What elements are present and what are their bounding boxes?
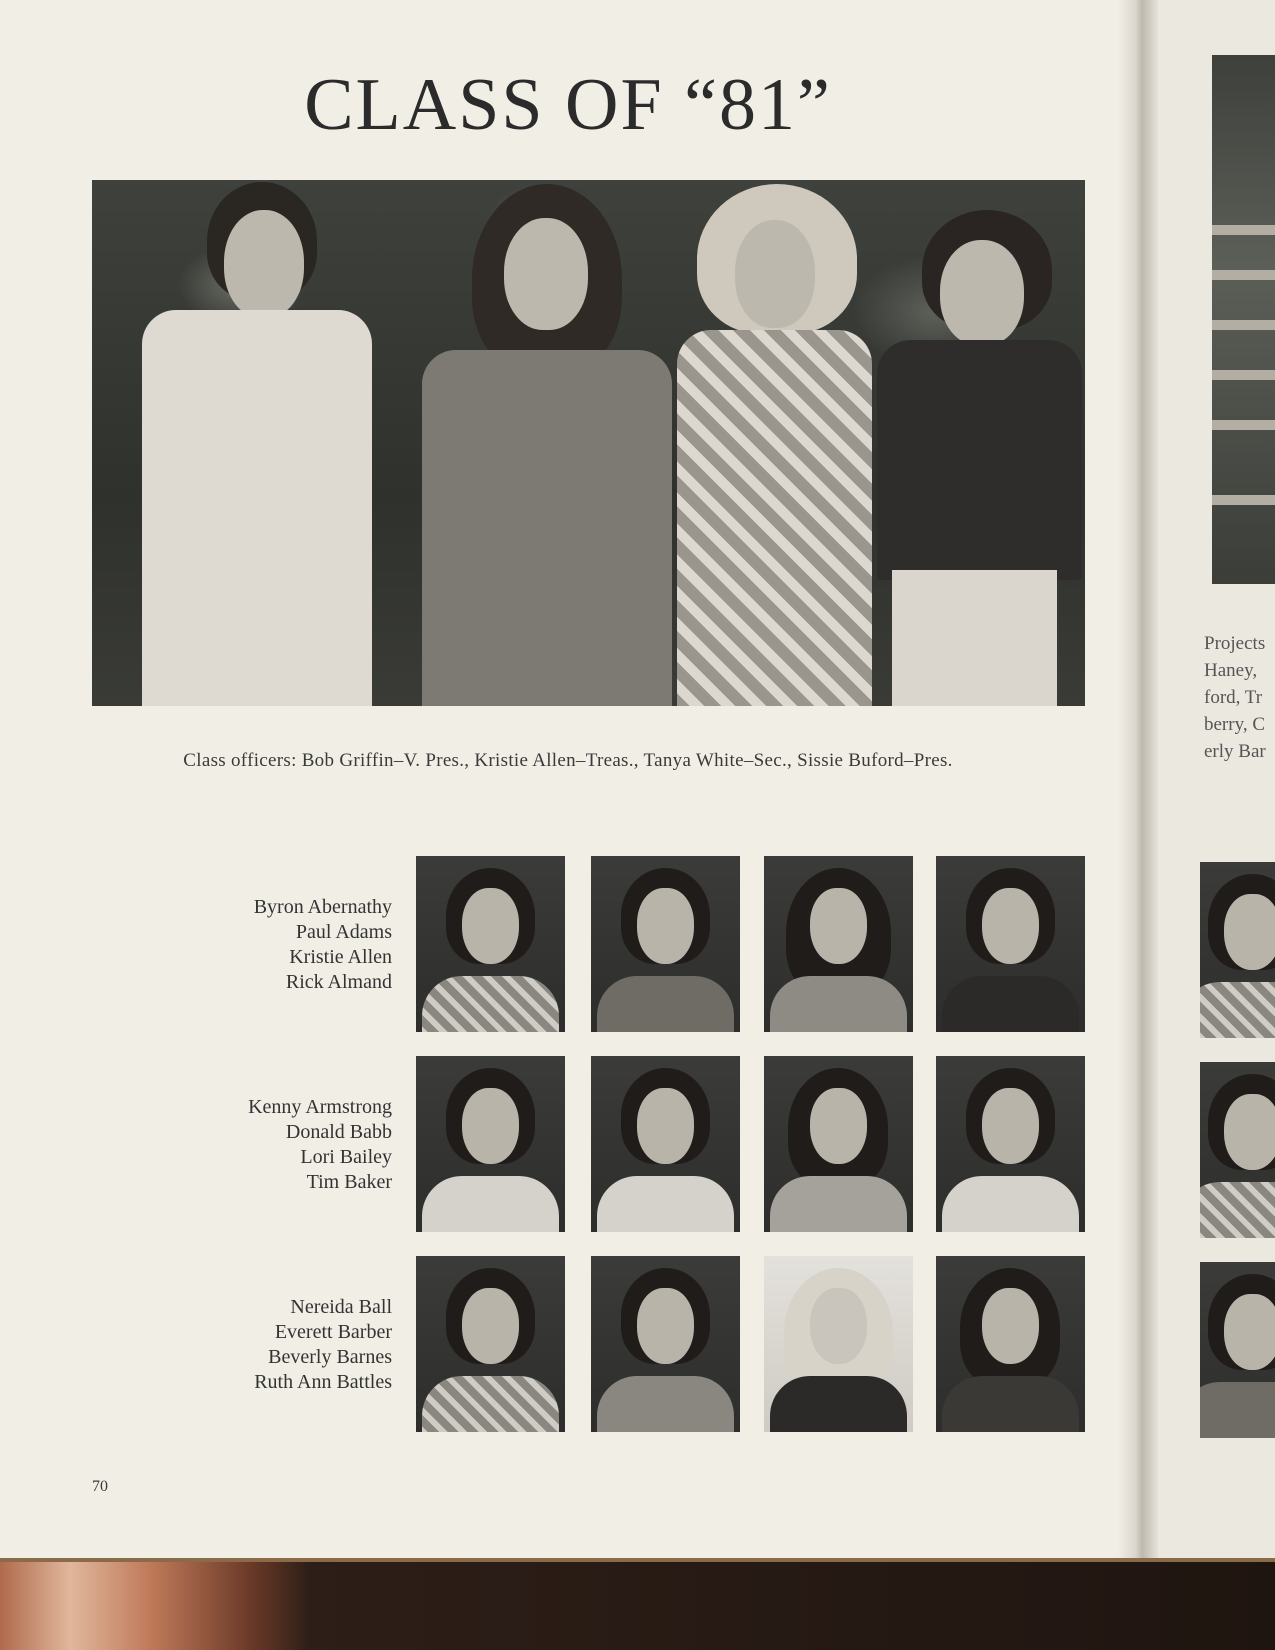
student-name: Paul Adams [295, 921, 392, 943]
student-name: Tim Baker [306, 1171, 392, 1193]
student-portrait [764, 856, 913, 1032]
student-name: Ruth Ann Battles [254, 1371, 392, 1393]
caption-fragment: Projects [1204, 633, 1266, 654]
student-portrait [764, 1056, 913, 1232]
officer-figure [872, 200, 1085, 706]
officer-figure [677, 180, 877, 706]
right-page-portrait [1200, 1062, 1275, 1238]
right-page-caption [1204, 630, 1275, 765]
student-portrait [416, 1056, 565, 1232]
class-officers-photo [92, 180, 1085, 706]
student-portrait [936, 1256, 1085, 1432]
student-name: Everett Barber [274, 1321, 392, 1343]
student-portrait [936, 856, 1085, 1032]
name-list [150, 895, 392, 995]
page-title: CLASS OF “81” [304, 64, 832, 146]
page-number: 70 [92, 1478, 108, 1495]
student-portrait [591, 856, 740, 1032]
right-page-photo [1212, 55, 1275, 584]
student-portrait [416, 1256, 565, 1432]
student-portrait [591, 1256, 740, 1432]
student-name: Kristie Allen [289, 946, 392, 968]
name-list [150, 1295, 392, 1395]
student-name: Byron Abernathy [253, 896, 392, 918]
background-surface [0, 1562, 1275, 1650]
student-name: Kenny Armstrong [248, 1096, 392, 1118]
student-portrait [764, 1256, 913, 1432]
right-page-portrait [1200, 862, 1275, 1038]
student-name: Lori Bailey [300, 1146, 392, 1168]
caption-fragment: Haney, [1204, 660, 1258, 681]
caption-fragment: berry, C [1204, 714, 1266, 735]
student-name: Rick Almand [285, 971, 392, 993]
photo-caption: Class officers: Bob Griffin–V. Pres., Kristie Allen–Treas., Tanya White–Sec., Sissie Buford–Pres. [183, 750, 953, 771]
student-portrait [591, 1056, 740, 1232]
officer-figure [412, 180, 682, 706]
right-page-portrait [1200, 1262, 1275, 1438]
caption-fragment: ford, Tr [1204, 687, 1263, 708]
officer-figure [132, 180, 382, 706]
student-name: Beverly Barnes [268, 1346, 392, 1368]
student-name: Donald Babb [285, 1121, 392, 1143]
name-list [150, 1095, 392, 1195]
student-portrait [936, 1056, 1085, 1232]
student-portrait [416, 856, 565, 1032]
caption-fragment: erly Bar [1204, 741, 1266, 762]
student-name: Nereida Ball [290, 1296, 392, 1318]
book-gutter [1118, 0, 1158, 1562]
